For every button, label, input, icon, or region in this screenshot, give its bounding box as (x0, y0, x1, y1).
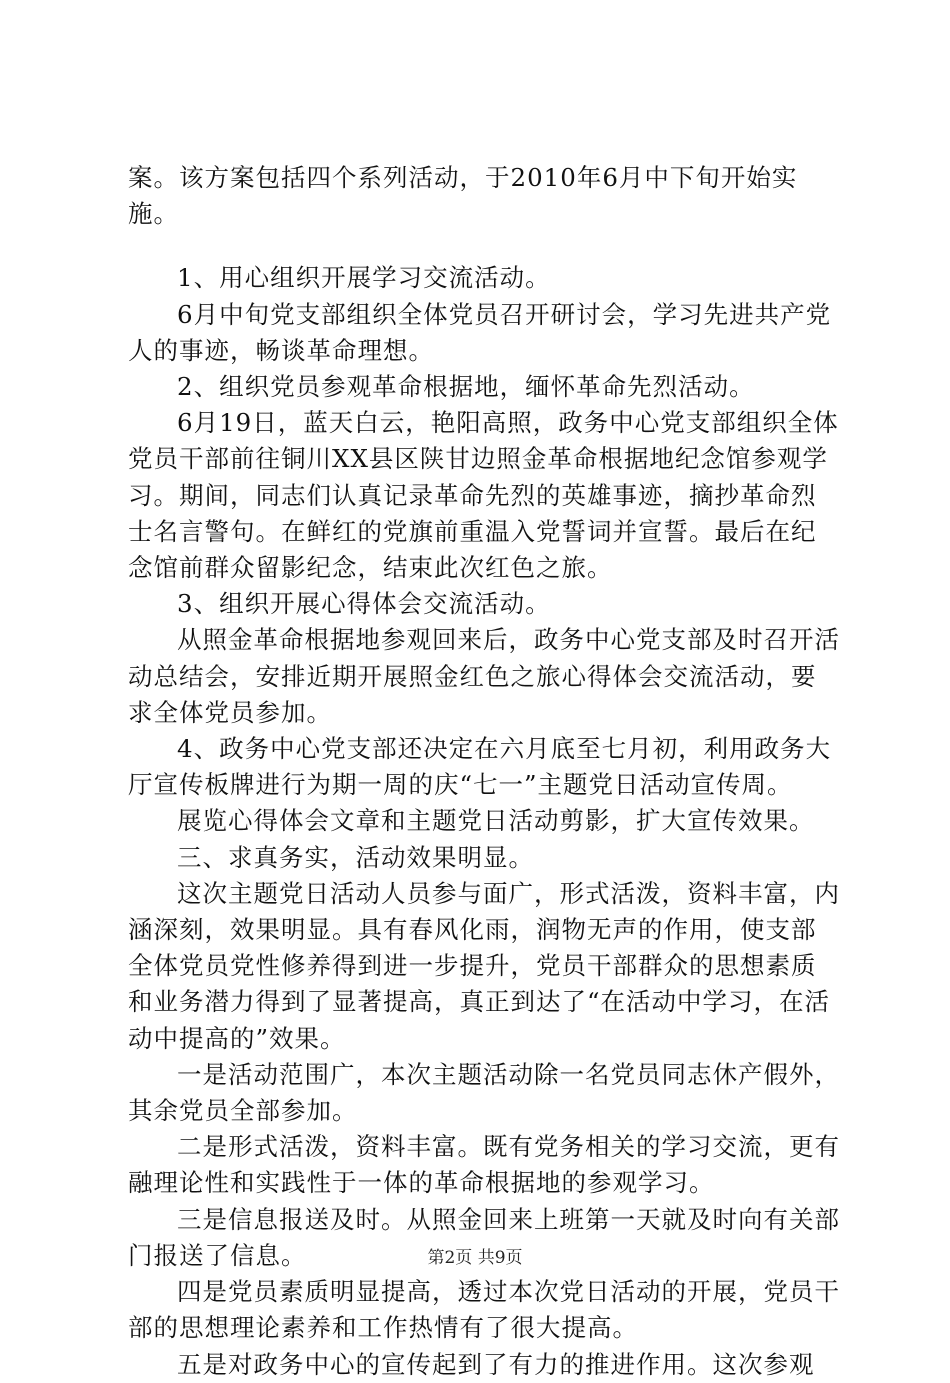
paragraph: 6月19日，蓝天白云，艳阳高照，政务中心党支部组织全体党员干部前往铜川XX县区陕甘边照金革命根据地纪念馆参观学习。期间，同志们认真记录革命先烈的英雄事迹，摘抄革命烈士名言警句。在鲜红的党旗前重温入党誓词并宣誓。最后在纪念馆前群众留影纪念，结束此次红色之旅。 (128, 408, 839, 583)
paragraph: 这次主题党日活动人员参与面广，形式活泼，资料丰富，内涵深刻，效果明显。具有春风化雨，润物无声的作用，使支部全体党员党性修养得到进一步提升，党员干部群众的思想素质和业务潜力得到了显著提高，真正到达了“在活动中学习，在活动中提高的”效果。 (128, 878, 840, 1053)
page-number-label: 第2页 共9页 (427, 1248, 523, 1268)
paragraph: 从照金革命根据地参观回来后，政务中心党支部及时召开活动总结会，安排近期开展照金红色之旅心得体会交流活动，要求全体党员参加。 (128, 625, 840, 727)
paragraph-point-2: 二是形式活泼，资料丰富。既有党务相关的学习交流，更有融理论性和实践性于一体的革命根据地的参观学习。 (128, 1132, 840, 1198)
paragraph-point-1: 一是活动范围广，本次主题活动除一名党员同志休产假外，其余党员全部参加。 (128, 1059, 840, 1126)
section-heading-1: 1、用心组织开展学习交流活动。 (177, 263, 551, 293)
paragraph-point-3: 三是信息报送及时。从照金回来上班第一天就及时向有关部门报送了信息。 (128, 1204, 840, 1270)
page-footer (0, 1243, 950, 1268)
section-heading-3: 3、组织开展心得体会交流活动。 (177, 589, 551, 619)
paragraph: 6月中旬党支部组织全体党员召开研讨会，学习先进共产党人的事迹，畅谈革命理想。 (128, 299, 832, 365)
paragraph-point-5: 五是对政务中心的宣传起到了有力的推进作用。这次参观 (177, 1349, 815, 1379)
section-heading-2: 2、组织党员参观革命根据地，缅怀革命先烈活动。 (177, 372, 755, 402)
section-heading-4: 4、政务中心党支部还决定在六月底至七月初，利用政务大厅宣传板牌进行为期一周的庆“七一”主题党日活动宣传周。 (128, 734, 832, 800)
paragraph-continuation: 案。该方案包括四个系列活动，于2010年6月中下旬开始实施。 (128, 163, 798, 229)
section-heading-three: 三、求真务实，活动效果明显。 (177, 842, 534, 872)
document-body (128, 160, 840, 1383)
paragraph-point-4: 四是党员素质明显提高，透过本次党日活动的开展，党员干部的思想理论素养和工作热情有了很大提高。 (128, 1277, 840, 1343)
paragraph: 展览心得体会文章和主题党日活动剪影，扩大宣传效果。 (177, 806, 815, 836)
